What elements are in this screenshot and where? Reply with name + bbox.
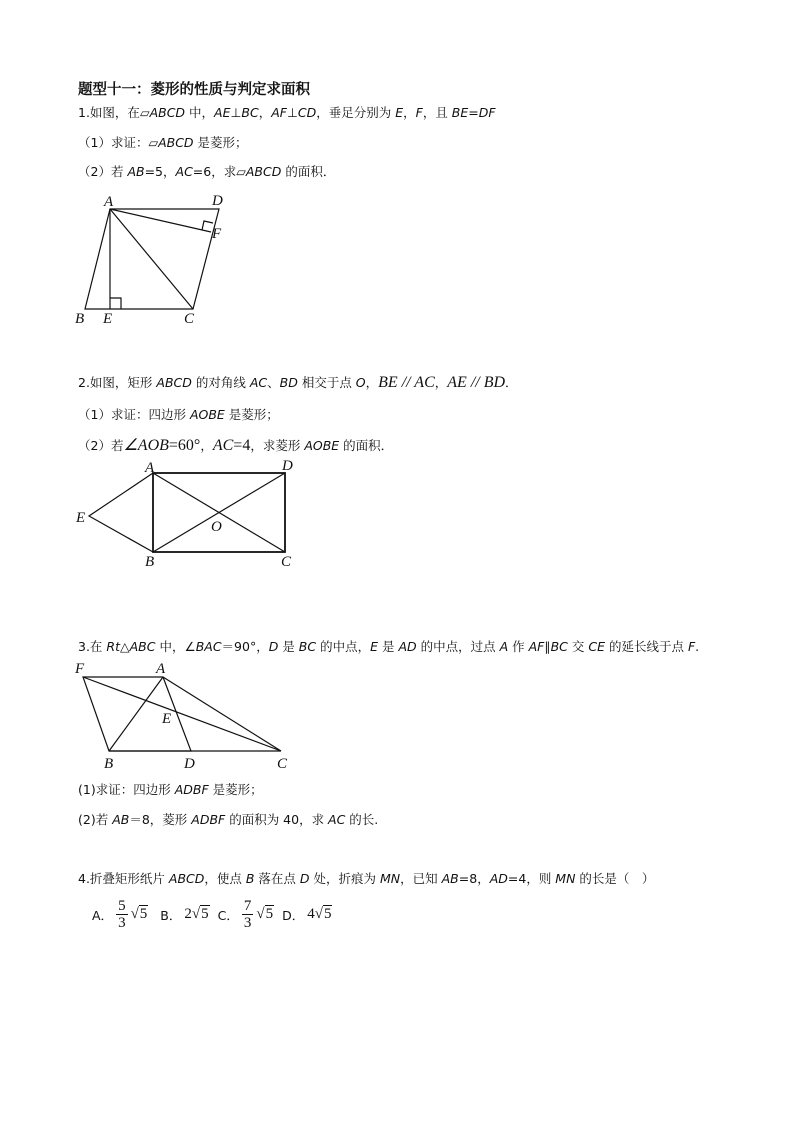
q1-label-a: A bbox=[104, 194, 114, 210]
q1-part1: （1）求证：▱ABCD 是菱形； bbox=[78, 135, 248, 150]
q4-option-c-sqrt: √5 bbox=[256, 906, 274, 922]
q4-option-a-sqrt: √5 bbox=[130, 906, 148, 922]
q3-rhombus-adbf bbox=[83, 677, 191, 751]
q2-label-c: C bbox=[281, 554, 292, 570]
q4-option-a[interactable]: A． $\frac{5}{3}$ √5 bbox=[92, 898, 148, 931]
q4-option-d[interactable]: D． 4√5 bbox=[282, 906, 332, 923]
q2-part2: （2）若∠AOB=60°，AC=4，求菱形 AOBE 的面积． bbox=[78, 437, 394, 454]
q4-option-c-fraction: $\frac{7}{3}$ bbox=[243, 898, 252, 931]
q3-label-e: E bbox=[162, 711, 172, 727]
q3-part2: (2)若 AB＝8，菱形 ADBF 的面积为 40，求 AC 的长. bbox=[78, 812, 379, 827]
q4-statement: 4.折叠矩形纸片 ABCD，使点 B 落在点 D 处，折痕为 MN，已知 AB=8，AD=4，则 MN 的长是（ ） bbox=[78, 871, 655, 886]
q3-part1: (1)求证：四边形 ADBF 是菱形； bbox=[78, 782, 263, 797]
q3-statement: 3.在 Rt△ABC 中，∠BAC＝90°，D 是 BC 的中点，E 是 AD 的中点，过点 A 作 AF∥BC 交 CE 的延长线于点 F. bbox=[78, 639, 700, 654]
q1-label-c: C bbox=[184, 311, 195, 327]
q3-label-b: B bbox=[104, 756, 114, 772]
q2-label-a: A bbox=[145, 460, 155, 476]
q3-label-a: A bbox=[156, 661, 166, 677]
q4-option-c[interactable]: C． $\frac{7}{3}$ √5 bbox=[217, 898, 274, 931]
q2-label-b: B bbox=[145, 554, 155, 570]
q2-part1: （1）求证：四边形 AOBE 是菱形； bbox=[78, 407, 279, 422]
q3-segment-ab bbox=[109, 677, 163, 751]
q4-option-b-value: 2√5 bbox=[184, 906, 209, 922]
q3-segment-fc bbox=[83, 677, 281, 751]
q2-label-d: D bbox=[282, 458, 293, 474]
q2-label-e: E bbox=[76, 510, 86, 526]
q3-label-f: F bbox=[75, 661, 85, 677]
q2-label-o: O bbox=[211, 519, 222, 535]
q4-option-b[interactable]: B． 2√5 bbox=[160, 906, 209, 923]
q4-option-d-value: 4√5 bbox=[307, 906, 332, 922]
q2-statement: 2.如图，矩形 ABCD 的对角线 AC、BD 相交于点 O，BE // AC，AE // BD． bbox=[78, 374, 518, 391]
section-title: 题型十一：菱形的性质与判定求面积 bbox=[78, 82, 310, 98]
q1-part2: （2）若 AB=5，AC=6，求▱ABCD 的面积． bbox=[78, 164, 336, 179]
q4-option-a-fraction: $\frac{5}{3}$ bbox=[118, 898, 126, 931]
q4-options bbox=[92, 898, 332, 931]
q3-label-d: D bbox=[184, 756, 195, 772]
q3-label-c: C bbox=[277, 756, 288, 772]
q1-label-d: D bbox=[212, 193, 223, 209]
q1-label-e: E bbox=[103, 311, 113, 327]
q1-label-b: B bbox=[75, 311, 85, 327]
q1-label-f: F bbox=[212, 226, 222, 242]
q1-statement: 1.如图，在▱ABCD 中，AE⊥BC，AF⊥CD，垂足分别为 E，F，且 BE=DF bbox=[78, 105, 496, 120]
